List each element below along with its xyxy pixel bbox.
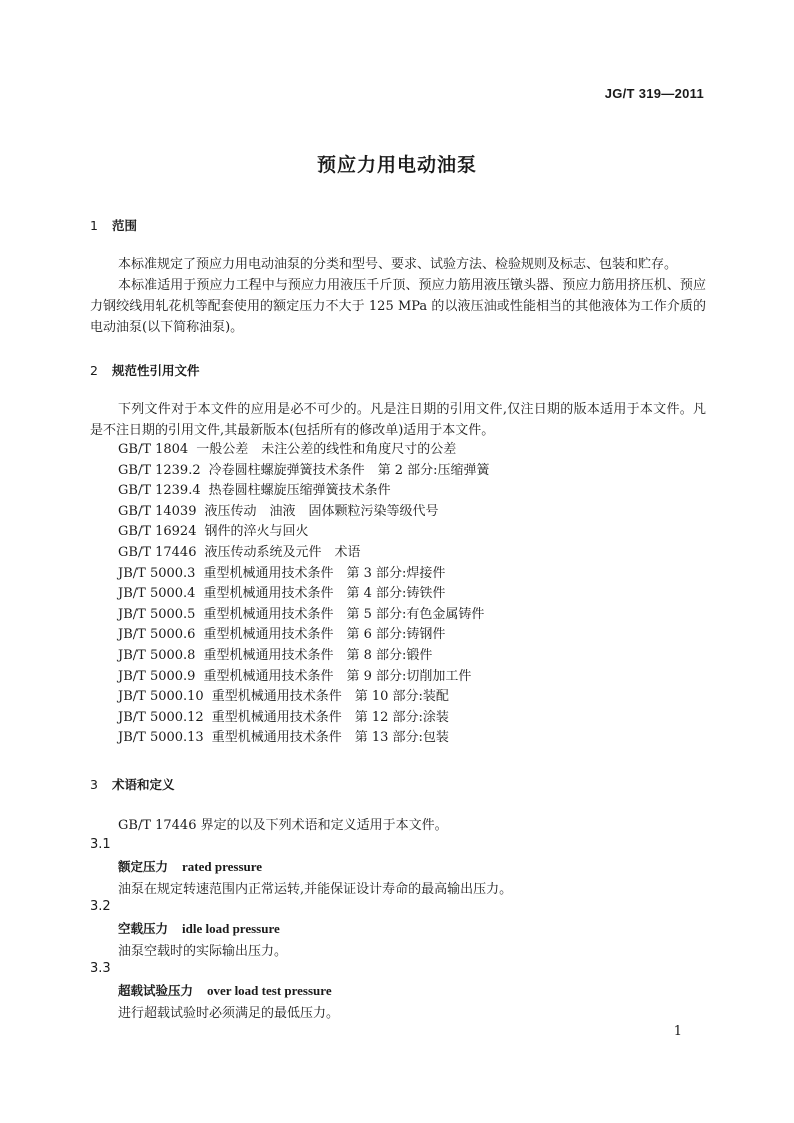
term-number: 3.2	[90, 899, 111, 914]
term-name-en: idle load pressure	[182, 921, 280, 936]
ref-code: GB/T 17446	[118, 544, 197, 560]
term-name	[118, 981, 332, 999]
list-item	[118, 564, 490, 585]
list-item	[118, 687, 490, 708]
ref-title: 液压传动系统及元件 术语	[204, 544, 361, 560]
terms-intro	[90, 815, 706, 836]
ref-code: JB/T 5000.6	[118, 627, 196, 643]
document-title: 预应力用电动油泵	[316, 154, 477, 176]
ref-code: GB/T 1239.4	[118, 483, 201, 499]
list-item	[118, 522, 490, 543]
section-heading-normative-references	[90, 361, 200, 379]
section-number: 1	[90, 218, 98, 233]
ref-code: GB/T 14039	[118, 503, 197, 519]
list-item	[118, 584, 490, 605]
ref-code: JB/T 5000.8	[118, 647, 196, 663]
list-item	[118, 708, 490, 729]
list-item	[118, 440, 490, 461]
page-number: 1	[673, 1024, 682, 1039]
paragraph-text: GB/T 17446 界定的以及下列术语和定义适用于本文件。	[118, 818, 448, 833]
ref-title: 重型机械通用技术条件 第 3 部分:焊接件	[203, 565, 446, 581]
reference-list	[118, 440, 490, 749]
scope-paragraph-1	[90, 254, 706, 275]
term-definition: 油泵空载时的实际输出压力。	[118, 944, 288, 959]
section-heading-terms-definitions	[90, 775, 175, 793]
term-number: 3.1	[90, 837, 111, 852]
ref-code: GB/T 16924	[118, 524, 197, 540]
list-item	[118, 728, 490, 749]
section-number: 2	[90, 363, 98, 378]
section-number: 3	[90, 777, 98, 792]
ref-code: JB/T 5000.5	[118, 606, 196, 622]
list-item	[118, 625, 490, 646]
term-name	[118, 919, 280, 937]
term-name-zh: 空载压力	[118, 921, 169, 936]
term-definition: 油泵在规定转速范围内正常运转,并能保证设计寿命的最高输出压力。	[118, 882, 513, 897]
ref-title: 钢件的淬火与回火	[204, 524, 309, 540]
ref-code: GB/T 1804	[118, 442, 189, 457]
ref-title: 重型机械通用技术条件 第 12 部分:涂装	[211, 709, 449, 725]
ref-title: 冷卷圆柱螺旋弹簧技术条件 第 2 部分:压缩弹簧	[208, 462, 490, 478]
section-heading-scope	[90, 216, 137, 234]
paragraph-text: 本标准适用于预应力工程中与预应力用液压千斤顶、预应力筋用液压镦头器、预应力筋用挤压机、预应力钢绞线用轧花机等配套使用的额定压力不大于 125 MPa 的以液压油或性能相当的其他液体为工作介质的电动油泵(以下简称油泵)。	[90, 278, 706, 335]
ref-title: 重型机械通用技术条件 第 4 部分:铸铁件	[203, 586, 446, 602]
ref-title: 重型机械通用技术条件 第 10 部分:装配	[211, 689, 449, 705]
ref-code: JB/T 5000.4	[118, 586, 196, 602]
ref-code: JB/T 5000.3	[118, 565, 196, 581]
term-number: 3.3	[90, 961, 111, 976]
ref-code: JB/T 5000.10	[118, 689, 204, 705]
ref-title: 重型机械通用技术条件 第 8 部分:锻件	[203, 647, 433, 663]
list-item	[118, 543, 490, 564]
ref-title: 一般公差 未注公差的线性和角度尺寸的公差	[196, 442, 457, 457]
ref-title: 重型机械通用技术条件 第 5 部分:有色金属铸件	[203, 606, 485, 622]
term-name-en: over load test pressure	[207, 983, 332, 998]
list-item	[118, 667, 490, 688]
paragraph-text: 本标准规定了预应力用电动油泵的分类和型号、要求、试验方法、检验规则及标志、包装和贮存。	[118, 257, 678, 272]
references-intro	[90, 399, 706, 441]
term-name-zh: 超载试验压力	[118, 983, 194, 998]
ref-code: JB/T 5000.13	[118, 730, 204, 746]
ref-title: 液压传动 油液 固体颗粒污染等级代号	[204, 503, 439, 519]
ref-title: 重型机械通用技术条件 第 9 部分:切削加工件	[203, 668, 472, 684]
section-title: 规范性引用文件	[112, 363, 200, 378]
term-definition: 进行超载试验时必须满足的最低压力。	[118, 1006, 340, 1021]
list-item	[118, 481, 490, 502]
term-name-en: rated pressure	[182, 859, 263, 874]
ref-code: JB/T 5000.12	[118, 709, 204, 725]
standard-code: JG/T 319—2011	[604, 86, 704, 101]
ref-code: JB/T 5000.9	[118, 668, 196, 684]
section-title: 术语和定义	[112, 777, 175, 792]
list-item	[118, 605, 490, 626]
ref-title: 重型机械通用技术条件 第 13 部分:包装	[211, 730, 449, 746]
scope-paragraph-2	[90, 275, 706, 338]
section-title: 范围	[112, 218, 138, 233]
term-name	[118, 857, 262, 875]
ref-code: GB/T 1239.2	[118, 462, 201, 478]
list-item	[118, 461, 490, 482]
list-item	[118, 646, 490, 667]
paragraph-text: 下列文件对于本文件的应用是必不可少的。凡是注日期的引用文件,仅注日期的版本适用于本文件。凡是不注日期的引用文件,其最新版本(包括所有的修改单)适用于本文件。	[90, 402, 706, 438]
term-name-zh: 额定压力	[118, 859, 169, 874]
ref-title: 热卷圆柱螺旋压缩弹簧技术条件	[208, 483, 391, 499]
ref-title: 重型机械通用技术条件 第 6 部分:铸钢件	[203, 627, 446, 643]
list-item	[118, 502, 490, 523]
